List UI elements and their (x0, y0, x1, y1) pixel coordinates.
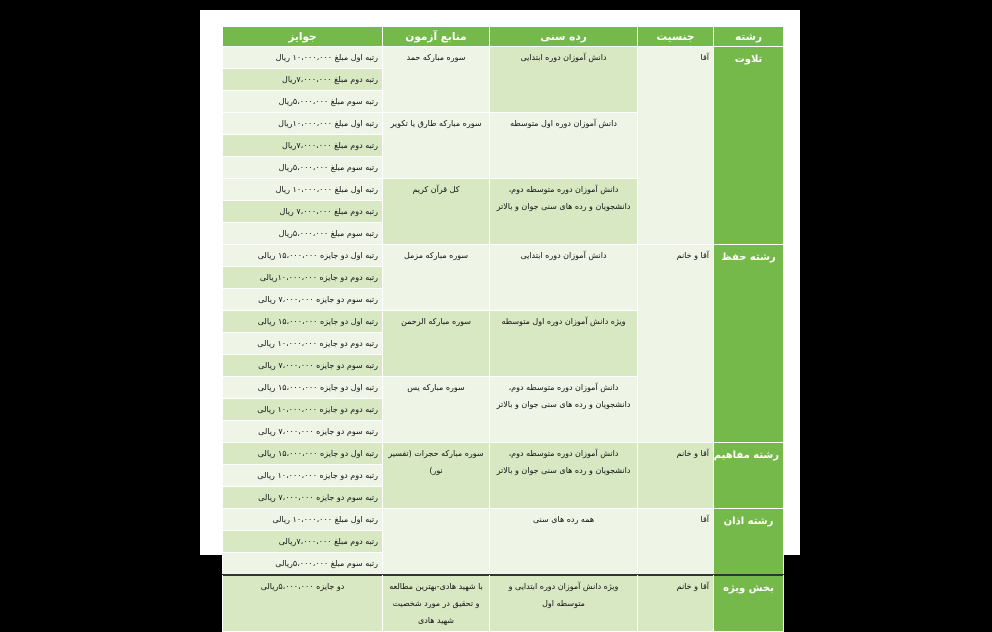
field-cell: رشته حفظ (714, 245, 784, 443)
prize-cell: رتبه سوم مبلغ ۵،۰۰۰،۰۰۰ریال (223, 91, 383, 113)
prize-cell: رتبه سوم دو جایزه ۷،۰۰۰،۰۰۰ ریالی (223, 421, 383, 443)
prize-cell: رتبه سوم دو جایزه ۷،۰۰۰،۰۰۰ ریالی (223, 355, 383, 377)
header-row (223, 27, 784, 47)
prize-cell: رتبه اول دو جایزه ۱۵،۰۰۰،۰۰۰ ریالی (223, 311, 383, 333)
prize-cell: رتبه سوم مبلغ ۵،۰۰۰،۰۰۰ریالی (223, 553, 383, 576)
header-gender: جنسیت (638, 27, 714, 47)
prize-cell: رتبه دوم دو جایزه ۱۰،۰۰۰،۰۰۰ ریالی (223, 465, 383, 487)
field-cell: تلاوت (714, 47, 784, 245)
prize-cell: رتبه سوم دو جایزه ۷،۰۰۰،۰۰۰ ریالی (223, 487, 383, 509)
prize-cell: رتبه اول دو جایزه ۱۵،۰۰۰،۰۰۰ ریالی (223, 443, 383, 465)
source-cell: با شهید هادی-بهترین مطالعه و تحقیق در مورد شخصیت شهید هادی (383, 575, 490, 632)
prize-cell: رتبه سوم دو جایزه ۷،۰۰۰،۰۰۰ ریالی (223, 289, 383, 311)
document-page (200, 10, 800, 625)
age-cell: دانش آموزان دوره متوسطه دوم، دانشجویان و رده های سنی جوان و بالاتر (490, 377, 638, 443)
source-cell: سوره مبارکه حجرات (تفسیر نور) (383, 443, 490, 509)
field-cell: رشته اذان (714, 509, 784, 576)
field-cell: بخش ویژه (714, 575, 784, 632)
table-row (223, 443, 784, 465)
age-cell: دانش آموزان دوره ابتدایی (490, 47, 638, 113)
prize-cell: رتبه اول مبلغ ۱۰،۰۰۰،۰۰۰ ریال (223, 47, 383, 69)
header-prizes: جوایز (223, 27, 383, 47)
source-cell: سوره مبارکه حمد (383, 47, 490, 113)
competition-table (222, 26, 784, 632)
prize-cell: رتبه دوم مبلغ ۷،۰۰۰،۰۰۰ریال (223, 69, 383, 91)
source-cell: کل قرآن کریم (383, 179, 490, 245)
field-cell: رشته مفاهیم (714, 443, 784, 509)
age-cell: ویژه دانش آموزان دوره ابتدایی و متوسطه اول (490, 575, 638, 632)
header-source: منابع آزمون (383, 27, 490, 47)
prize-cell: رتبه اول مبلغ ۱۰،۰۰۰،۰۰۰ریال (223, 113, 383, 135)
source-cell (383, 509, 490, 576)
header-age: رده سنی (490, 27, 638, 47)
prize-cell: رتبه دوم دو جایزه ۱۰،۰۰۰،۰۰۰ ریالی (223, 333, 383, 355)
age-cell: دانش آموزان دوره متوسطه دوم، دانشجویان و رده های سنی جوان و بالاتر (490, 443, 638, 509)
gender-cell: آقا (638, 509, 714, 576)
prize-cell: رتبه سوم مبلغ ۵،۰۰۰،۰۰۰ریال (223, 223, 383, 245)
age-cell: دانش آموزان دوره ابتدایی (490, 245, 638, 311)
source-cell: سوره مبارکه یس (383, 377, 490, 443)
prize-cell: رتبه دوم دو جایزه ۱۰،۰۰۰،۰۰۰ریالی (223, 267, 383, 289)
age-cell: دانش آموزان دوره متوسطه دوم، دانشجویان و رده های سنی جوان و بالاتر (490, 179, 638, 245)
table-row (223, 245, 784, 267)
source-cell: سوره مبارکه طارق یا تکویر (383, 113, 490, 179)
gender-cell: آقا و خانم (638, 245, 714, 443)
age-cell: همه رده های سنی (490, 509, 638, 576)
prize-cell: رتبه دوم مبلغ ۷،۰۰۰،۰۰۰ریالی (223, 531, 383, 553)
prize-cell: رتبه اول دو جایزه ۱۵،۰۰۰،۰۰۰ ریالی (223, 377, 383, 399)
prize-cell: رتبه اول مبلغ ۱۰،۰۰۰،۰۰۰ ریالی (223, 509, 383, 531)
source-cell: سوره مبارکه الرحمن (383, 311, 490, 377)
table-body (223, 47, 784, 632)
prize-cell: رتبه دوم مبلغ ۷،۰۰۰،۰۰۰ریال (223, 135, 383, 157)
age-cell: ویژه دانش آموزان دوره اول متوسطه (490, 311, 638, 377)
prize-cell: رتبه اول دو جایزه ۱۵،۰۰۰،۰۰۰ ریالی (223, 245, 383, 267)
prize-cell: رتبه اول مبلغ ۱۰،۰۰۰،۰۰۰ ریال (223, 179, 383, 201)
prize-cell: دو جایزه ۵،۰۰۰،۰۰۰ریالی (223, 575, 383, 632)
prize-cell: رتبه دوم مبلغ ۷،۰۰۰،۰۰۰ ریال (223, 201, 383, 223)
table-row (223, 47, 784, 69)
header-field: رشته (714, 27, 784, 47)
gender-cell: آقا و خانم (638, 443, 714, 509)
prize-cell: رتبه سوم مبلغ ۵،۰۰۰،۰۰۰ریال (223, 157, 383, 179)
gender-cell: آقا (638, 47, 714, 245)
age-cell: دانش آموزان دوره اول متوسطه (490, 113, 638, 179)
source-cell: سوره مبارکه مزمل (383, 245, 490, 311)
prize-cell: رتبه دوم دو جایزه ۱۰،۰۰۰،۰۰۰ ریالی (223, 399, 383, 421)
table-row (223, 509, 784, 531)
gender-cell: آقا و خانم (638, 575, 714, 632)
